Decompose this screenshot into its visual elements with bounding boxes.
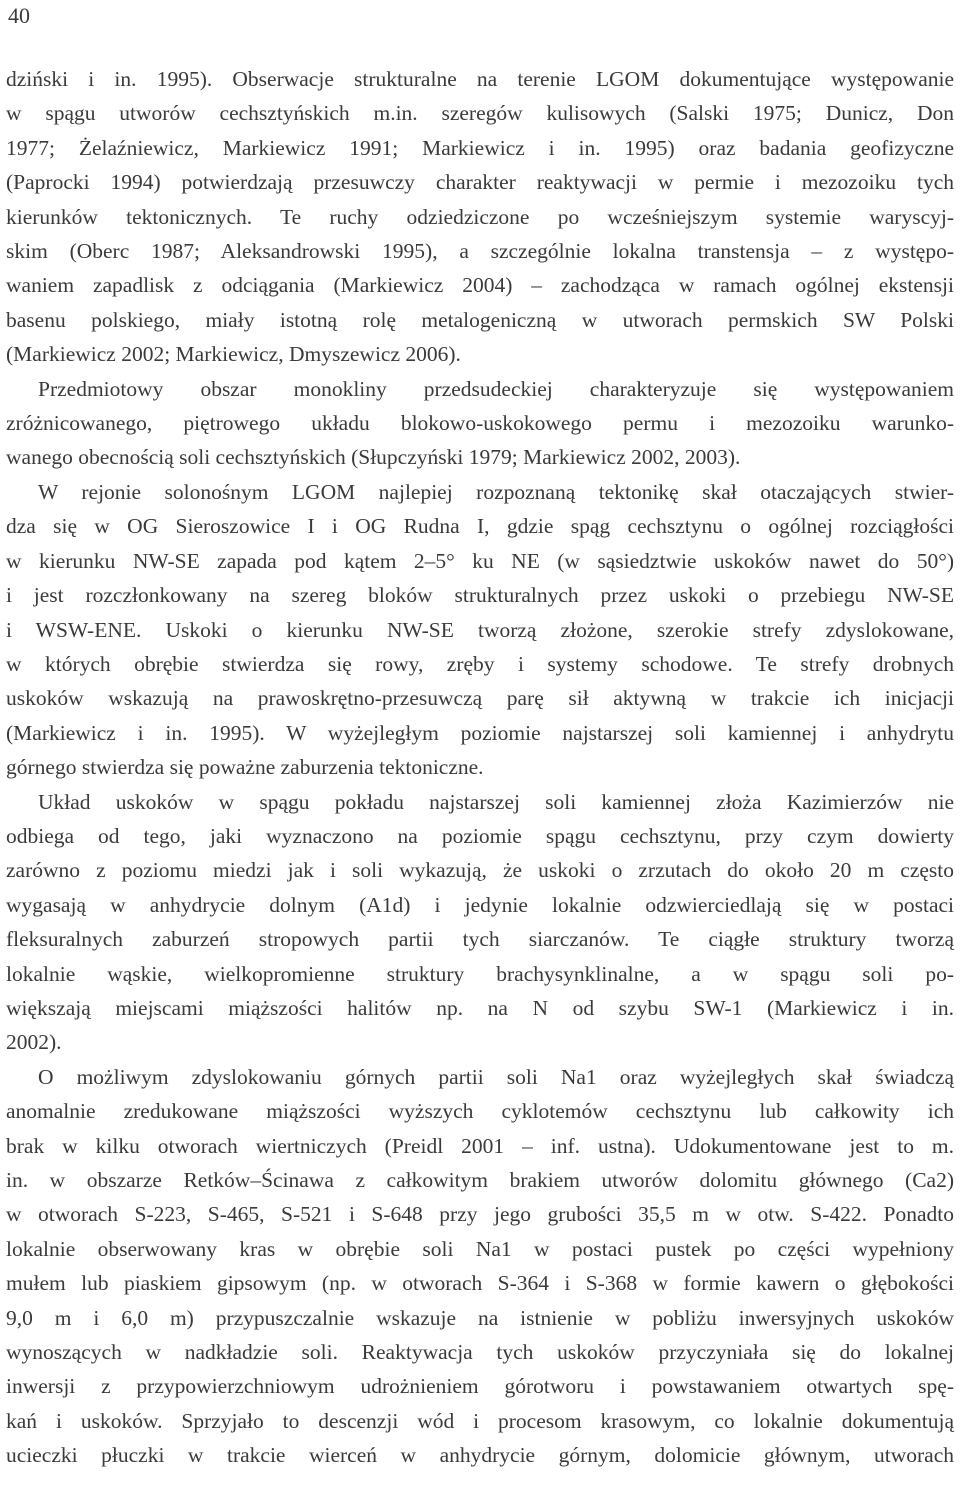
text-line: uskoków wskazują na prawoskrętno-przesuwczą parę sił aktywną w trakcie ich inicjacji: [6, 686, 954, 711]
text-line: (Markiewicz 2002; Markiewicz, Dmyszewicz 2006).: [6, 342, 461, 367]
text-line: (Paprocki 1994) potwierdzają przesuwczy charakter reaktywacji w permie i mezozoiku tych: [6, 170, 954, 195]
text-line: skim (Oberc 1987; Aleksandrowski 1995), a szczególnie lokalna transtensja – z występo-: [6, 239, 954, 264]
text-line: 9,0 m i 6,0 m) przypuszczalnie wskazuje na istnienie w pobliżu inwersyjnych uskoków: [6, 1305, 954, 1330]
text-line: mułem lub piaskiem gipsowym (np. w otworach S-364 i S-368 w formie kawern o głębokości: [6, 1271, 954, 1296]
text-line: lokalnie obserwowany kras w obrębie soli Na1 w postaci pustek po części wypełniony: [6, 1236, 954, 1261]
paragraph-first-line: Przedmiotowy obszar monokliny przedsudeckiej charakteryzuje się występowaniem: [38, 376, 954, 401]
text-line: zróżnicowanego, piętrowego układu blokowo-uskokowego permu i mezozoiku warunko-: [6, 411, 954, 436]
page-number: 40: [8, 3, 30, 28]
text-line: wynoszących w nadkładzie soli. Reaktywacja tych uskoków przyczyniała się do lokalnej: [6, 1340, 954, 1365]
text-line: 2002).: [6, 1030, 62, 1055]
paragraph-first-line: W rejonie solonośnym LGOM najlepiej rozpoznaną tektonikę skał otaczających stwier-: [38, 479, 954, 504]
text-line: lokalnie wąskie, wielkopromienne struktury brachysynklinalne, a w spągu soli po-: [6, 961, 954, 986]
text-line: kań i uskoków. Sprzyjało to descenzji wód i procesom krasowym, co lokalnie dokumentują: [6, 1408, 954, 1433]
text-line: górnego stwierdza się poważne zaburzenia tektoniczne.: [6, 755, 484, 780]
text-line: wanego obecnością soli cechsztyńskich (Słupczyński 1979; Markiewicz 2002, 2003).: [6, 445, 741, 470]
text-line: fleksuralnych zaburzeń stropowych partii tych siarczanów. Te ciągłe struktury tworzą: [6, 927, 954, 952]
text-line: waniem zapadlisk z odciągania (Markiewicz 2004) – zachodząca w ramach ogólnej ekstensji: [6, 273, 954, 298]
paragraph-first-line: Układ uskoków w spągu pokładu najstarszej soli kamiennej złoża Kazimierzów nie: [38, 789, 954, 814]
text-line: w otworach S-223, S-465, S-521 i S-648 przy jego grubości 35,5 m w otw. S-422. Ponadto: [6, 1202, 954, 1227]
text-line: (Markiewicz i in. 1995). W wyżejległym poziomie najstarszej soli kamiennej i anhydrytu: [6, 720, 954, 745]
text-line: basenu polskiego, miały istotną rolę metalogeniczną w utworach permskich SW Polski: [6, 307, 954, 332]
text-line: zarówno z poziomu miedzi jak i soli wykazują, że uskoki o zrzutach do około 20 m często: [6, 858, 954, 883]
text-line: w kierunku NW-SE zapada pod kątem 2–5° ku NE (w sąsiedztwie uskoków nawet do 50°): [6, 548, 954, 573]
text-line: dziński i in. 1995). Obserwacje strukturalne na terenie LGOM dokumentujące występowanie: [6, 67, 954, 91]
text-line: 1977; Żelaźniewicz, Markiewicz 1991; Markiewicz i in. 1995) oraz badania geofizyczne: [6, 135, 954, 160]
text-line: wygasają w anhydrycie dolnym (A1d) i jedynie lokalnie odzwierciedlają się w postaci: [6, 892, 954, 917]
text-line: anomalnie zredukowane miąższości wyższych cyklotemów cechsztynu lub całkowity ich: [6, 1099, 954, 1124]
text-line: i jest rozczłonkowany na szereg bloków strukturalnych przez uskoki o przebiegu NW-SE: [6, 583, 954, 608]
text-line: w spągu utworów cechsztyńskich m.in. szeregów kulisowych (Salski 1975; Dunicz, Don: [6, 101, 954, 126]
text-line: i WSW-ENE. Uskoki o kierunku NW-SE tworzą złożone, szerokie strefy zdyslokowane,: [6, 617, 954, 642]
text-line: w których obrębie stwierdza się rowy, zręby i systemy schodowe. Te strefy drobnych: [6, 651, 954, 676]
text-line: ucieczki płuczki w trakcie wierceń w anhydrycie górnym, dolomicie głównym, utworach: [6, 1443, 954, 1468]
text-line: in. w obszarze Retków–Ścinawa z całkowitym brakiem utworów dolomitu głównego (Ca2): [6, 1168, 954, 1192]
body-text: [6, 62, 954, 1473]
text-line: kierunków tektonicznych. Te ruchy odziedziczone po wcześniejszym systemie waryscyj-: [6, 204, 954, 229]
paragraph-first-line: O możliwym zdyslokowaniu górnych partii soli Na1 oraz wyżejległych skał świadczą: [38, 1064, 954, 1089]
text-line: dza się w OG Sieroszowice I i OG Rudna I, gdzie spąg cechsztynu o ogólnej rozciągłości: [6, 514, 954, 539]
text-line: większają miejscami miąższości halitów np. na N od szybu SW-1 (Markiewicz i in.: [6, 995, 954, 1020]
text-line: inwersji z przypowierzchniowym udrożnieniem górotworu i powstawaniem otwartych spę-: [6, 1374, 954, 1399]
text-line: brak w kilku otworach wiertniczych (Preidl 2001 – inf. ustna). Udokumentowane jest to m.: [6, 1133, 954, 1158]
text-line: odbiega od tego, jaki wyznaczono na poziomie spągu cechsztynu, przy czym dowierty: [6, 823, 954, 848]
